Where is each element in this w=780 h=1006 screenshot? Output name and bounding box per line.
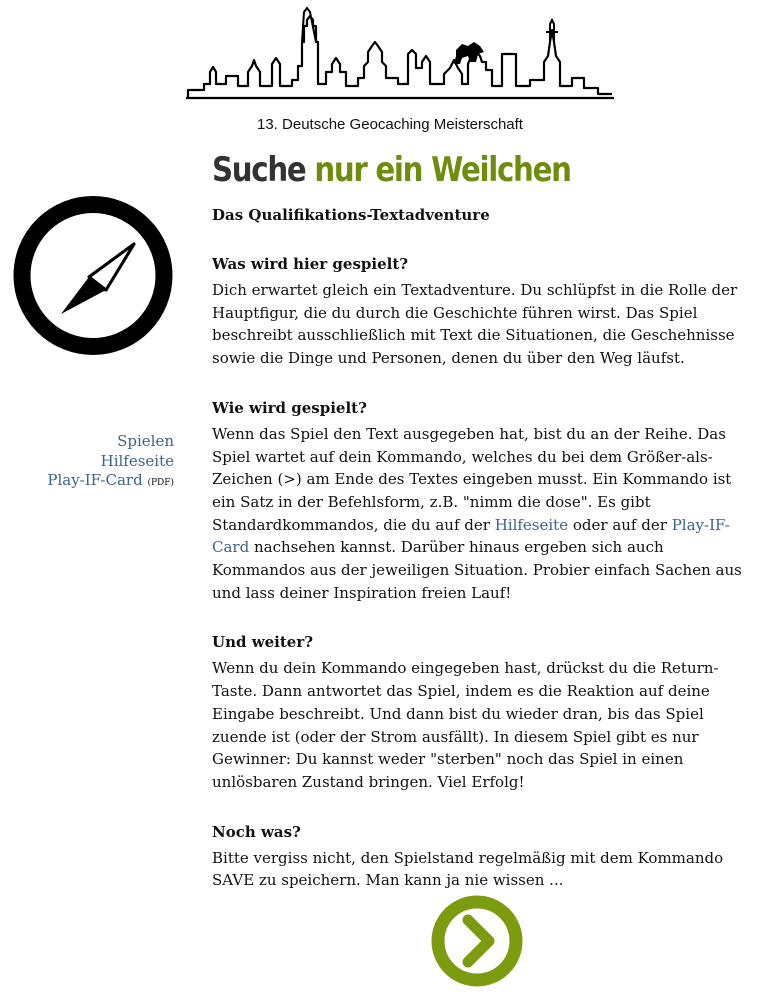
section-text: Wenn du dein Kommando eingegeben hast, drückst du die Return-Taste. Dann antwortet das Spiel, indem es die Reaktion auf deine Eingabe beschreibt. Und dann bist du wieder dran, bis das Spiel zuende ist (oder der Strom ausfällt). In diesem Spiel gibt es nur Gewinner: Du kannst weder "sterben" noch das Spiel in einen unlösbaren Zustand bringen. Viel Erfolg! xyxy=(212,659,719,791)
section-heading: Wie wird gespielt? xyxy=(212,398,367,417)
section-3 xyxy=(212,631,742,793)
help-link[interactable]: Hilfeseite xyxy=(494,515,569,534)
subtitle-heading: Das Qualifikations-Textadventure xyxy=(212,206,490,224)
play-if-card-link[interactable]: Play-IF-Card xyxy=(212,515,730,557)
section-text: Dich erwartet gleich ein Textadventure. Du schlüpfst in die Rolle der Hauptfigur, die du durch die Geschichte führen wirst. Das Spiel beschreibt ausschließlich mit Text die Situationen, die Geschehnisse sowie die Dinge und Personen, denen du über den Weg läufst. xyxy=(212,281,738,368)
compass-icon xyxy=(12,193,174,358)
section-heading: Und weiter? xyxy=(212,633,314,652)
next-button[interactable] xyxy=(431,895,523,987)
chevron-right-icon xyxy=(431,895,523,987)
pdf-badge: (PDF) xyxy=(147,478,174,488)
text-part: Wenn das Spiel den Text ausgegeben hat, bist du an der Reihe. Das Spiel wartet auf dein Kommando, welches du bei dem Größer-als-Zeichen (>) am Ende des Textes eingeben musst. Ein Kommando ist ein Satz in der Befehlsform, z.B. "nimm die dose". Es gibt Standardkommandos, die du auf der xyxy=(212,424,732,534)
sidebar-link-play-if-card[interactable] xyxy=(47,471,174,494)
section-heading: Was wird hier gespielt? xyxy=(212,255,409,273)
main-content xyxy=(212,204,742,892)
title-part-1: Suche xyxy=(212,150,306,190)
section-4 xyxy=(212,821,742,892)
page-title xyxy=(212,150,571,190)
text-part: nachsehen kannst. Darüber hinaus ergeben sich auch Kommandos aus der jeweiligen Situation. Probier einfach Sachen aus und lass deiner Inspiration freien Lauf! xyxy=(212,538,742,602)
sidebar-links xyxy=(47,432,174,494)
skyline-logo xyxy=(186,6,614,102)
section-2 xyxy=(212,397,742,605)
sidebar-link-help[interactable]: Hilfeseite xyxy=(100,451,174,470)
sidebar-link-label: Play-IF-Card xyxy=(47,471,143,489)
section-heading: Noch was? xyxy=(212,822,301,841)
header-subtitle: 13. Deutsche Geocaching Meisterschaft xyxy=(257,116,523,133)
section-1 xyxy=(212,253,742,370)
title-part-2: nur ein Weilchen xyxy=(314,150,571,190)
sidebar-link-play[interactable]: Spielen xyxy=(117,432,174,450)
section-text: Bitte vergiss nicht, den Spielstand regelmäßig mit dem Kommando SAVE zu speichern. Man kann ja nie wissen ... xyxy=(212,848,724,890)
section-text xyxy=(212,423,742,605)
text-part: oder auf der xyxy=(572,515,667,534)
